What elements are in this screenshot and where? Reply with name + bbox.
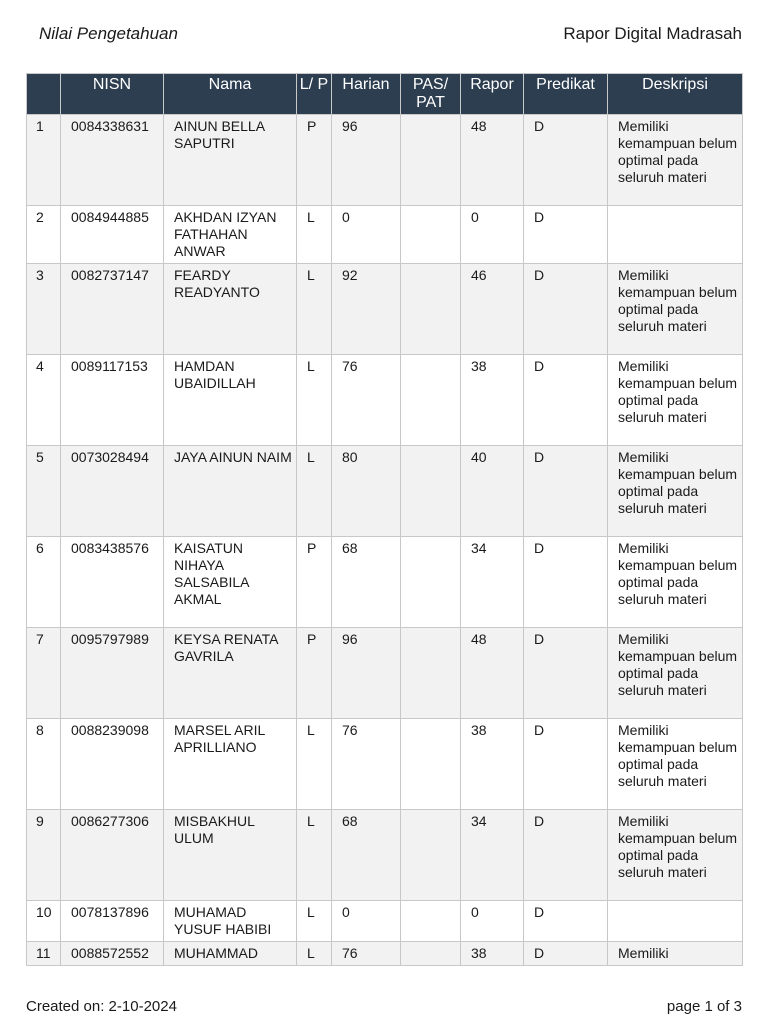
- harian-cell: 0: [332, 901, 401, 942]
- table-row: [27, 264, 743, 355]
- gender-cell: L: [297, 810, 332, 901]
- gender-cell: P: [297, 628, 332, 719]
- predikat-cell: D: [524, 264, 608, 355]
- harian-cell: 96: [332, 115, 401, 206]
- name-cell: KEYSA RENATA GAVRILA: [164, 628, 297, 719]
- report-title: Rapor Digital Madrasah: [563, 24, 742, 43]
- predikat-cell: D: [524, 537, 608, 628]
- pas-pat-cell: [401, 810, 461, 901]
- table-row: [27, 355, 743, 446]
- predikat-cell: D: [524, 446, 608, 537]
- col-header-number: [27, 74, 61, 115]
- nisn-cell: 0073028494: [61, 446, 164, 537]
- gender-cell: L: [297, 901, 332, 942]
- gender-cell: L: [297, 264, 332, 355]
- table-row: [27, 810, 743, 901]
- table-row: [27, 901, 743, 942]
- nisn-cell: 0078137896: [61, 901, 164, 942]
- col-header-rapor: Rapor: [461, 74, 524, 115]
- pas-pat-cell: [401, 537, 461, 628]
- row-number: 7: [27, 628, 61, 719]
- predikat-cell: D: [524, 115, 608, 206]
- name-cell: MUHAMAD YUSUF HABIBI: [164, 901, 297, 942]
- rapor-cell: 48: [461, 115, 524, 206]
- row-number: 8: [27, 719, 61, 810]
- pas-pat-cell: [401, 719, 461, 810]
- gender-cell: P: [297, 115, 332, 206]
- deskripsi-cell: [608, 206, 743, 264]
- harian-cell: 76: [332, 355, 401, 446]
- rapor-cell: 40: [461, 446, 524, 537]
- name-cell: MUHAMMAD: [164, 942, 297, 966]
- rapor-cell: 38: [461, 942, 524, 966]
- nisn-cell: 0089117153: [61, 355, 164, 446]
- table-header-row: [27, 74, 743, 115]
- harian-cell: 68: [332, 810, 401, 901]
- nisn-cell: 0082737147: [61, 264, 164, 355]
- col-header-nama: Nama: [164, 74, 297, 115]
- row-number: 3: [27, 264, 61, 355]
- pas-pat-cell: [401, 628, 461, 719]
- harian-cell: 80: [332, 446, 401, 537]
- deskripsi-cell: Memiliki kemampuan belum optimal pada seluruh materi: [608, 537, 743, 628]
- deskripsi-cell: Memiliki kemampuan belum optimal pada seluruh materi: [608, 719, 743, 810]
- deskripsi-cell: Memiliki kemampuan belum optimal pada seluruh materi: [608, 115, 743, 206]
- pas-pat-cell: [401, 901, 461, 942]
- harian-cell: 76: [332, 719, 401, 810]
- deskripsi-cell: Memiliki kemampuan belum optimal pada seluruh materi: [608, 810, 743, 901]
- rapor-cell: 38: [461, 355, 524, 446]
- name-cell: KAISATUN NIHAYA SALSABILA AKMAL: [164, 537, 297, 628]
- col-header-predikat: Predikat: [524, 74, 608, 115]
- pas-pat-cell: [401, 355, 461, 446]
- nisn-cell: 0083438576: [61, 537, 164, 628]
- deskripsi-cell: [608, 901, 743, 942]
- rapor-cell: 38: [461, 719, 524, 810]
- predikat-cell: D: [524, 206, 608, 264]
- table-row: [27, 719, 743, 810]
- gender-cell: L: [297, 446, 332, 537]
- deskripsi-cell: Memiliki kemampuan belum optimal pada seluruh materi: [608, 355, 743, 446]
- row-number: 11: [27, 942, 61, 966]
- grades-table: [26, 73, 743, 966]
- gender-cell: L: [297, 355, 332, 446]
- name-cell: JAYA AINUN NAIM: [164, 446, 297, 537]
- table-row: [27, 942, 743, 966]
- name-cell: AINUN BELLA SAPUTRI: [164, 115, 297, 206]
- row-number: 5: [27, 446, 61, 537]
- pas-pat-cell: [401, 942, 461, 966]
- row-number: 2: [27, 206, 61, 264]
- pas-pat-cell: [401, 206, 461, 264]
- col-header-pas-pat: PAS/ PAT: [401, 74, 461, 115]
- rapor-cell: 34: [461, 537, 524, 628]
- col-header-nisn: NISN: [61, 74, 164, 115]
- harian-cell: 76: [332, 942, 401, 966]
- predikat-cell: D: [524, 355, 608, 446]
- row-number: 6: [27, 537, 61, 628]
- harian-cell: 0: [332, 206, 401, 264]
- col-header-gender: L/ P: [297, 74, 332, 115]
- predikat-cell: D: [524, 810, 608, 901]
- name-cell: FEARDY READYANTO: [164, 264, 297, 355]
- table-row: [27, 115, 743, 206]
- pas-pat-cell: [401, 115, 461, 206]
- nisn-cell: 0084944885: [61, 206, 164, 264]
- name-cell: MISBAKHUL ULUM: [164, 810, 297, 901]
- created-date: Created on: 2-10-2024: [26, 998, 177, 1015]
- predikat-cell: D: [524, 942, 608, 966]
- deskripsi-cell: Memiliki kemampuan belum optimal pada seluruh materi: [608, 628, 743, 719]
- table-row: [27, 206, 743, 264]
- harian-cell: 92: [332, 264, 401, 355]
- nisn-cell: 0088239098: [61, 719, 164, 810]
- name-cell: HAMDAN UBAIDILLAH: [164, 355, 297, 446]
- harian-cell: 96: [332, 628, 401, 719]
- predikat-cell: D: [524, 719, 608, 810]
- rapor-cell: 48: [461, 628, 524, 719]
- row-number: 1: [27, 115, 61, 206]
- page-indicator: page 1 of 3: [666, 998, 742, 1015]
- row-number: 10: [27, 901, 61, 942]
- rapor-cell: 0: [461, 901, 524, 942]
- pas-pat-cell: [401, 264, 461, 355]
- col-header-harian: Harian: [332, 74, 401, 115]
- report-subtitle: Nilai Pengetahuan: [39, 24, 178, 43]
- table-row: [27, 537, 743, 628]
- deskripsi-cell: Memiliki: [608, 942, 743, 966]
- row-number: 4: [27, 355, 61, 446]
- predikat-cell: D: [524, 901, 608, 942]
- table-row: [27, 628, 743, 719]
- nisn-cell: 0086277306: [61, 810, 164, 901]
- nisn-cell: 0084338631: [61, 115, 164, 206]
- nisn-cell: 0088572552: [61, 942, 164, 966]
- table-row: [27, 446, 743, 537]
- gender-cell: L: [297, 719, 332, 810]
- rapor-cell: 34: [461, 810, 524, 901]
- harian-cell: 68: [332, 537, 401, 628]
- name-cell: AKHDAN IZYAN FATHAHAN ANWAR: [164, 206, 297, 264]
- nisn-cell: 0095797989: [61, 628, 164, 719]
- rapor-cell: 0: [461, 206, 524, 264]
- deskripsi-cell: Memiliki kemampuan belum optimal pada seluruh materi: [608, 446, 743, 537]
- predikat-cell: D: [524, 628, 608, 719]
- row-number: 9: [27, 810, 61, 901]
- deskripsi-cell: Memiliki kemampuan belum optimal pada seluruh materi: [608, 264, 743, 355]
- gender-cell: P: [297, 537, 332, 628]
- gender-cell: L: [297, 942, 332, 966]
- rapor-cell: 46: [461, 264, 524, 355]
- col-header-deskripsi: Deskripsi: [608, 74, 743, 115]
- name-cell: MARSEL ARIL APRILLIANO: [164, 719, 297, 810]
- gender-cell: L: [297, 206, 332, 264]
- pas-pat-cell: [401, 446, 461, 537]
